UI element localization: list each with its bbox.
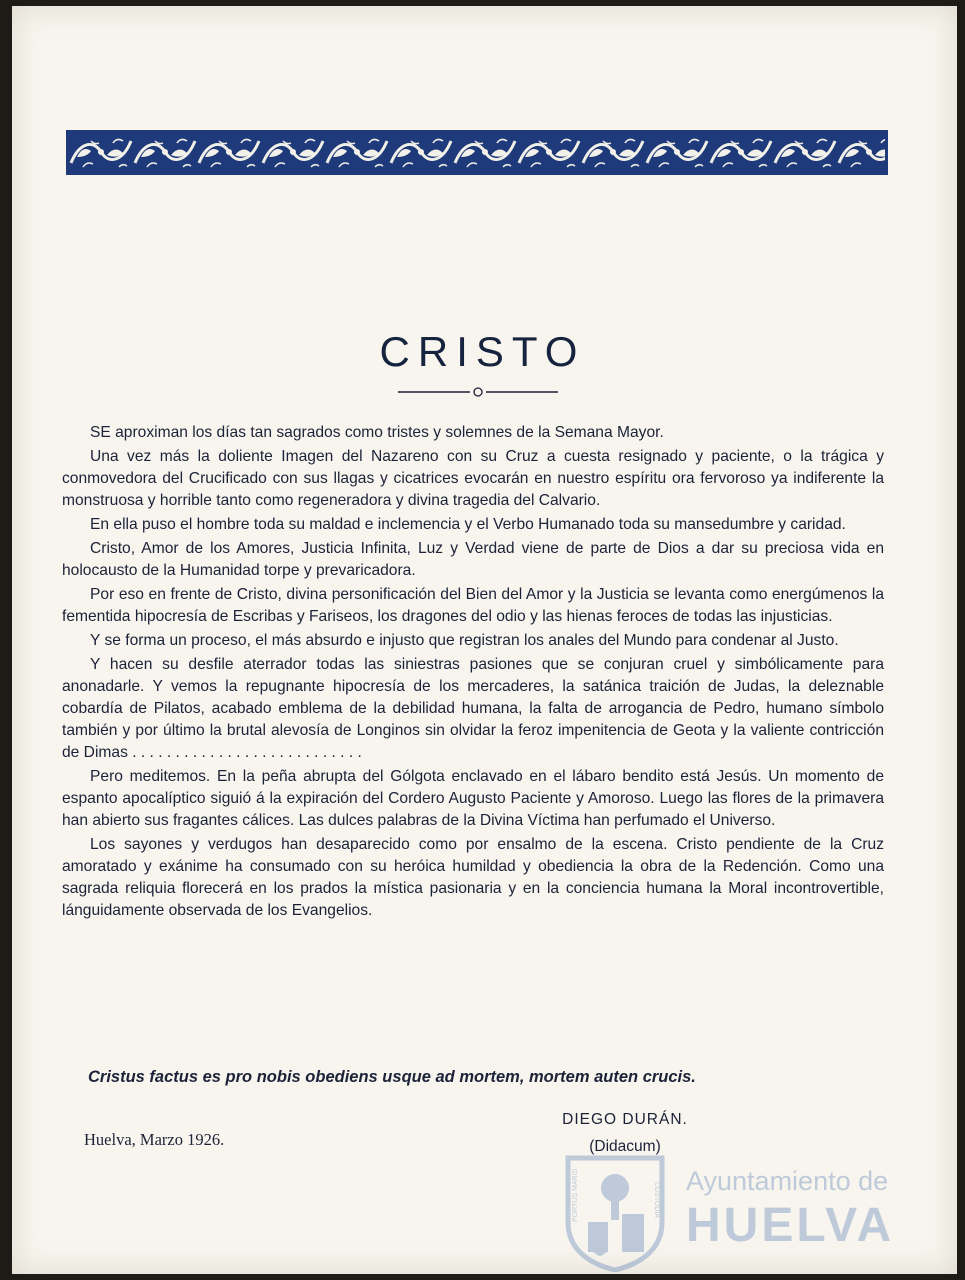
paragraph: Y se forma un proceso, el más absurdo e injusto que registran los anales del Mundo para condenar al Justo. [90,632,839,649]
paragraph: En ella puso el hombre toda su maldad e inclemencia y el Verbo Humanado toda su mansedumbre y caridad. [90,516,846,533]
decorative-border-band [66,130,888,175]
place-date: Huelva, Marzo 1926. [84,1130,225,1149]
huelva-shield-icon [560,1152,670,1272]
ornament-pattern [69,133,885,172]
latin-quote: Cristus factus es pro nobis obediens usque ad mortem, mortem auten crucis. [88,1068,696,1086]
author-pseudonym: (Didacum) [589,1138,661,1155]
shield-text-right: CUSTODIA [653,1182,660,1219]
paragraph: Y hacen su desfile aterrador todas las siniestras pasiones que se conjuran cruel y simbólicamente para anonadarle. Y vemos la repugnante hipocresía de los mercaderes, la satánica traición de Judas, la deleznable cobardía de Pilatos, acabado emblema de la debilidad humana, la falta de arrogancia de Pedro, humano símbolo también y por último la brutal alevosía de Longinos sin olvidar la feroz impenitencia de Geota y la valiente contricción de Dimas . . . . . . . . . . . . . . . . . . . . . . . . . . . [62,656,884,761]
watermark-line1: Ayuntamiento de [686,1166,889,1196]
archive-watermark [560,1152,895,1272]
title-divider [398,384,558,400]
paragraph: Por eso en frente de Cristo, divina personificación del Bien del Amor y la Justicia se levanta como energúmenos la fementida hipocresía de Escribas y Fariseos, los dragones del odio y las hienas feroces de todas las injusticias. [62,586,884,625]
page-title: CRISTO [379,328,586,375]
paragraph: Una vez más la doliente Imagen del Nazareno con su Cruz a cuesta resignado y paciente, o la trágica y conmovedora del Crucificado con sus llagas y cicatrices evocarán en nuestro espíritu ora fervoroso ya indiferente la monstruosa y horrible tanto como regeneradora y divina tragedia del Calvario. [62,448,884,509]
watermark-line2: HUELVA [686,1199,895,1252]
paragraph: Cristo, Amor de los Amores, Justicia Infinita, Luz y Verdad viene de parte de Dios a dar su preciosa vida en holocausto de la Humanidad torpe y prevaricadora. [62,540,884,579]
article-body [62,422,884,924]
paragraph: Los sayones y verdugos han desaparecido como por ensalmo de la escena. Cristo pendiente de la Cruz amoratado y exánime ha consumado con su heróica humildad y obediencia la obra de la Redención. Como una sagrada reliquia florecerá en los prados la mística pasionaria y en la conciencia humana la Moral incontrovertible, lánguidamente observada de los Evangelios. [62,836,884,919]
paragraph: Pero meditemos. En la peña abrupta del Gólgota enclavado en el lábaro bendito está Jesús. Un momento de espanto apocalíptico siguió á la expiración del Cordero Augusto Paciente y Amoroso. Luego las flores de la primavera han abierto sus fragantes cálices. Las dulces palabras de la Divina Víctima han perfumado el Universo. [62,768,884,829]
shield-text-left: PORTUS MARIS [572,1168,579,1222]
author-name: DIEGO DURÁN. [562,1111,688,1128]
paragraph: SE aproximan los días tan sagrados como tristes y solemnes de la Semana Mayor. [90,424,664,441]
